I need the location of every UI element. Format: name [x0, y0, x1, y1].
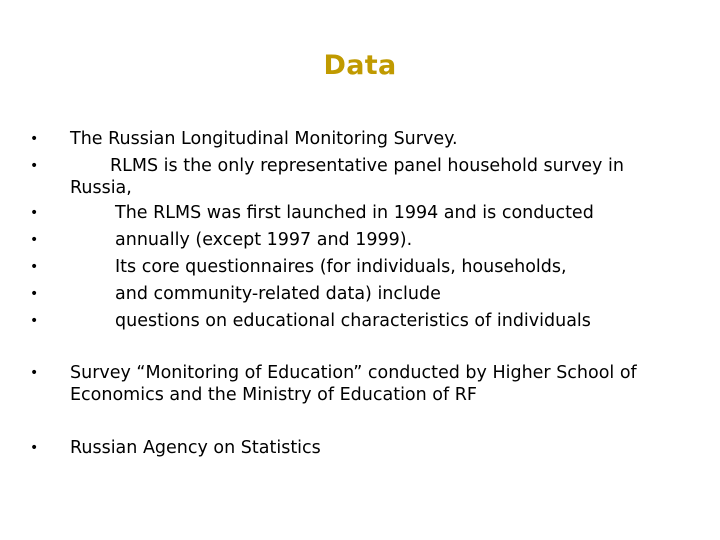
- list-item-agency-statistics: Russian Agency on Statistics: [70, 438, 321, 458]
- bullet-marker: •: [30, 158, 39, 174]
- bullet-marker: •: [30, 313, 39, 329]
- bullet-marker: •: [30, 232, 39, 248]
- list-item-monitoring-education-cont: Economics and the Ministry of Education of RF: [70, 385, 477, 405]
- list-item-rlms-title: The Russian Longitudinal Monitoring Survey.: [70, 129, 458, 149]
- bullet-marker: •: [30, 205, 39, 221]
- list-item-rlms-only-cont: Russia,: [70, 178, 132, 198]
- bullet-marker: •: [30, 365, 39, 381]
- list-item-rlms-community: and community-related data) include: [115, 284, 441, 304]
- list-item-rlms-only: RLMS is the only representative panel household survey in: [110, 156, 624, 176]
- list-item-monitoring-education: Survey “Monitoring of Education” conducted by Higher School of: [70, 363, 637, 383]
- bullet-marker: •: [30, 131, 39, 147]
- bullet-marker: •: [30, 259, 39, 275]
- list-item-rlms-launched: The RLMS was first launched in 1994 and is conducted: [115, 203, 594, 223]
- bullet-marker: •: [30, 440, 39, 456]
- slide-title: Data: [323, 50, 397, 81]
- list-item-rlms-core: Its core questionnaires (for individuals, households,: [115, 257, 567, 277]
- list-item-rlms-annually: annually (except 1997 and 1999).: [115, 230, 413, 250]
- list-item-rlms-questions: questions on educational characteristics of individuals: [115, 311, 591, 331]
- bullet-marker: •: [30, 286, 39, 302]
